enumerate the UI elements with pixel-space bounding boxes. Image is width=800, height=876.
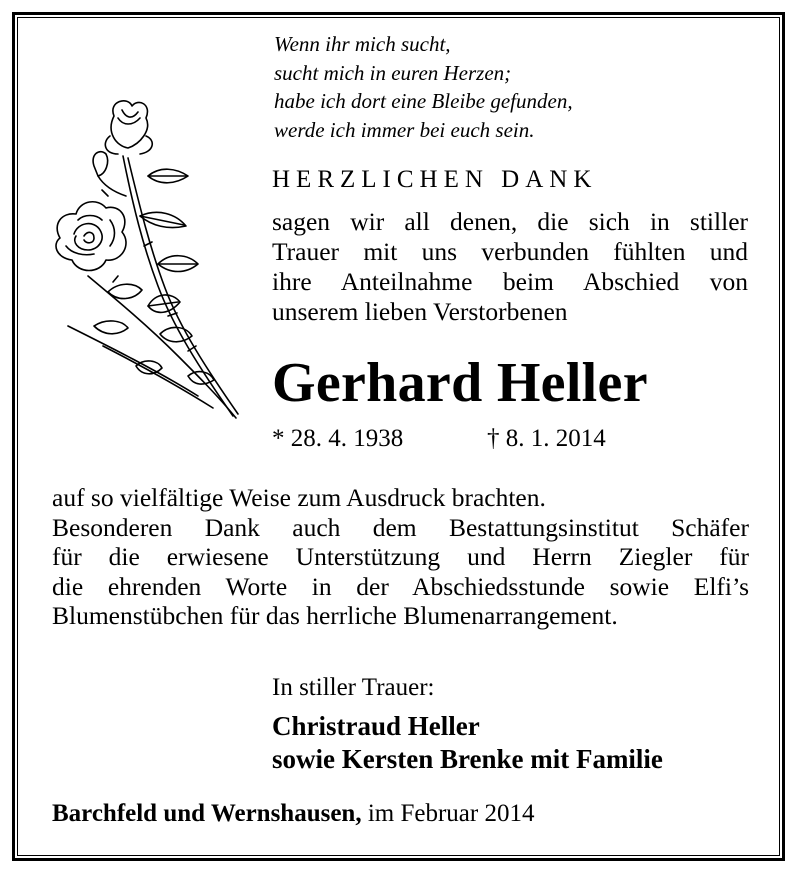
poem-line: werde ich immer bei euch sein.: [274, 117, 535, 142]
birth-date: * 28. 4. 1938: [272, 425, 404, 452]
thanks-intro-line: Trauer mit uns verbunden fühlten und: [272, 237, 748, 266]
place-date-line: [52, 800, 534, 828]
mourner-name: Christraud Heller: [272, 711, 480, 741]
publication-date: im Februar 2014: [361, 800, 535, 827]
rose-drawing-icon: [48, 96, 243, 426]
body-line: Blumenstübchen für das herrliche Blumenarrangement.: [52, 601, 618, 630]
thanks-body: [52, 483, 749, 631]
poem-line: habe ich dort eine Bleibe gefunden,: [274, 89, 573, 113]
thanks-intro-line: unserem lieben Verstorbenen: [272, 297, 568, 326]
places: Barchfeld und Wernshausen,: [52, 800, 362, 827]
body-line: Besonderen Dank auch dem Bestattungsinstitut Schäfer: [52, 512, 749, 542]
thanks-intro: [272, 207, 748, 327]
poem-line: sucht mich in euren Herzen;: [274, 60, 512, 85]
thanks-intro-line: sagen wir all denen, die sich in stiller: [272, 207, 748, 236]
thanks-heading: HERZLICHEN DANK: [272, 166, 598, 193]
mourners-intro: In stiller Trauer:: [272, 674, 435, 701]
body-line: für die erwiesene Unterstützung und Herrn Ziegler für: [52, 542, 749, 571]
poem: [274, 30, 573, 144]
poem-line: Wenn ihr mich sucht,: [274, 32, 451, 56]
death-date: † 8. 1. 2014: [487, 425, 606, 452]
body-line: die ehrenden Worte in der Abschiedsstunde sowie Elfi’s: [52, 571, 749, 601]
deceased-name: Gerhard Heller: [272, 352, 648, 414]
thanks-intro-line: ihre Anteilnahme beim Abschied von: [272, 267, 748, 296]
mourner-name: sowie Kersten Brenke mit Familie: [272, 744, 663, 774]
body-line: auf so vielfältige Weise zum Ausdruck brachten.: [52, 483, 546, 512]
